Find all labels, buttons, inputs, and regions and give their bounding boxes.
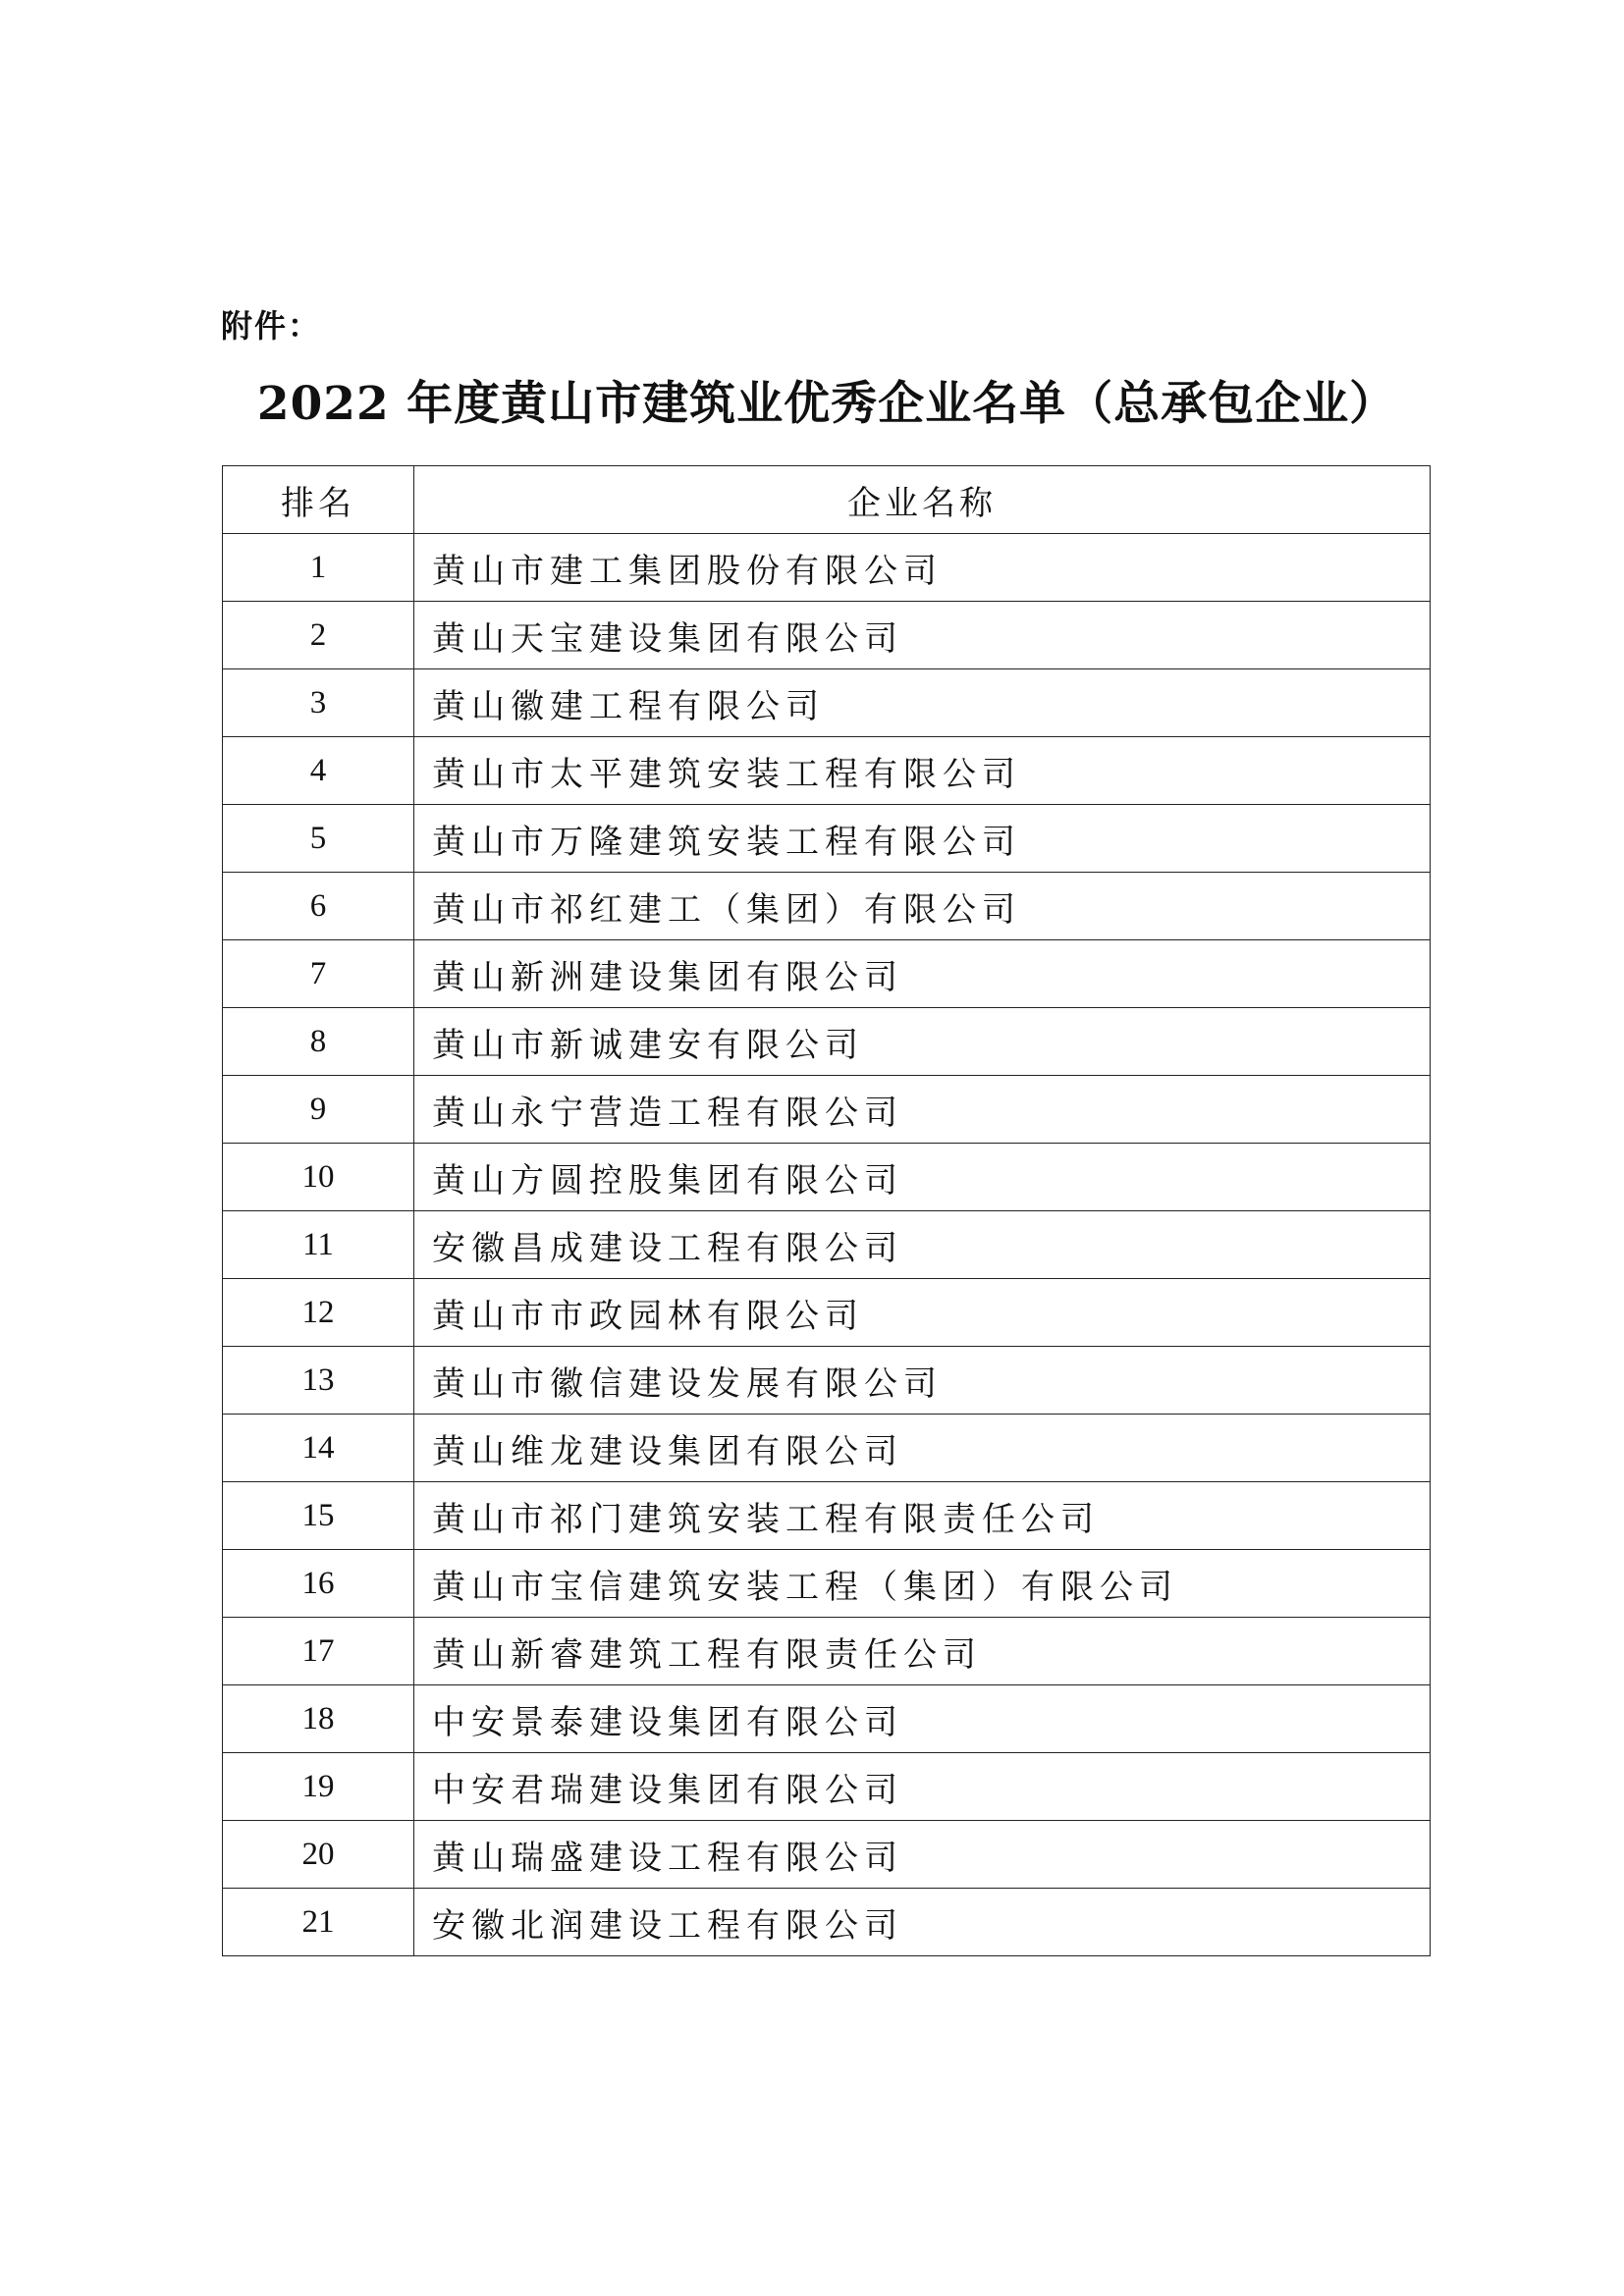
table-body bbox=[223, 534, 1431, 1956]
rank-column-header: 排名 bbox=[223, 466, 414, 534]
rank-cell: 5 bbox=[223, 805, 414, 873]
table-row bbox=[223, 669, 1431, 737]
rank-cell: 19 bbox=[223, 1753, 414, 1821]
company-name-cell: 黄山维龙建设集团有限公司 bbox=[414, 1415, 1431, 1482]
table-row bbox=[223, 1347, 1431, 1415]
company-name-cell: 黄山徽建工程有限公司 bbox=[414, 669, 1431, 737]
rank-cell: 9 bbox=[223, 1076, 414, 1144]
table-header-row bbox=[223, 466, 1431, 534]
company-name-cell: 安徽昌成建设工程有限公司 bbox=[414, 1211, 1431, 1279]
table-row bbox=[223, 534, 1431, 602]
rank-cell: 2 bbox=[223, 602, 414, 669]
company-name-cell: 黄山新睿建筑工程有限责任公司 bbox=[414, 1618, 1431, 1685]
table-row bbox=[223, 805, 1431, 873]
table-row bbox=[223, 1618, 1431, 1685]
table-row bbox=[223, 1144, 1431, 1211]
table-row bbox=[223, 940, 1431, 1008]
rank-cell: 8 bbox=[223, 1008, 414, 1076]
table-row bbox=[223, 602, 1431, 669]
company-name-cell: 黄山市徽信建设发展有限公司 bbox=[414, 1347, 1431, 1415]
rank-cell: 11 bbox=[223, 1211, 414, 1279]
rank-cell: 21 bbox=[223, 1889, 414, 1956]
table-row bbox=[223, 1753, 1431, 1821]
rank-cell: 1 bbox=[223, 534, 414, 602]
company-name-cell: 安徽北润建设工程有限公司 bbox=[414, 1889, 1431, 1956]
company-name-cell: 中安君瑞建设集团有限公司 bbox=[414, 1753, 1431, 1821]
company-name-cell: 黄山市建工集团股份有限公司 bbox=[414, 534, 1431, 602]
rank-cell: 7 bbox=[223, 940, 414, 1008]
table-row bbox=[223, 1482, 1431, 1550]
rank-cell: 18 bbox=[223, 1685, 414, 1753]
table-row bbox=[223, 1076, 1431, 1144]
company-name-column-header: 企业名称 bbox=[414, 466, 1431, 534]
table-row bbox=[223, 1415, 1431, 1482]
rank-cell: 17 bbox=[223, 1618, 414, 1685]
company-name-cell: 黄山市祁红建工（集团）有限公司 bbox=[414, 873, 1431, 940]
company-name-cell: 黄山市新诚建安有限公司 bbox=[414, 1008, 1431, 1076]
company-name-cell: 黄山永宁营造工程有限公司 bbox=[414, 1076, 1431, 1144]
company-name-cell: 中安景泰建设集团有限公司 bbox=[414, 1685, 1431, 1753]
company-name-cell: 黄山市宝信建筑安装工程（集团）有限公司 bbox=[414, 1550, 1431, 1618]
table-row bbox=[223, 737, 1431, 805]
rank-cell: 3 bbox=[223, 669, 414, 737]
table-row bbox=[223, 1279, 1431, 1347]
table-row bbox=[223, 873, 1431, 940]
attachment-label: 附件： bbox=[221, 307, 322, 345]
table-row bbox=[223, 1008, 1431, 1076]
company-ranking-table bbox=[222, 465, 1431, 1956]
rank-cell: 6 bbox=[223, 873, 414, 940]
company-name-cell: 黄山方圆控股集团有限公司 bbox=[414, 1144, 1431, 1211]
company-name-cell: 黄山新洲建设集团有限公司 bbox=[414, 940, 1431, 1008]
rank-cell: 12 bbox=[223, 1279, 414, 1347]
company-name-cell: 黄山市万隆建筑安装工程有限公司 bbox=[414, 805, 1431, 873]
rank-cell: 4 bbox=[223, 737, 414, 805]
table-row bbox=[223, 1211, 1431, 1279]
rank-cell: 15 bbox=[223, 1482, 414, 1550]
table-row bbox=[223, 1685, 1431, 1753]
table-row bbox=[223, 1550, 1431, 1618]
table-row bbox=[223, 1821, 1431, 1889]
rank-cell: 14 bbox=[223, 1415, 414, 1482]
rank-cell: 16 bbox=[223, 1550, 414, 1618]
document-title: 2022 年度黄山市建筑业优秀企业名单（总承包企业） bbox=[256, 377, 1397, 431]
company-name-cell: 黄山瑞盛建设工程有限公司 bbox=[414, 1821, 1431, 1889]
company-name-cell: 黄山市太平建筑安装工程有限公司 bbox=[414, 737, 1431, 805]
table-row bbox=[223, 1889, 1431, 1956]
company-name-cell: 黄山市祁门建筑安装工程有限责任公司 bbox=[414, 1482, 1431, 1550]
rank-cell: 13 bbox=[223, 1347, 414, 1415]
rank-cell: 20 bbox=[223, 1821, 414, 1889]
company-name-cell: 黄山市市政园林有限公司 bbox=[414, 1279, 1431, 1347]
rank-cell: 10 bbox=[223, 1144, 414, 1211]
company-name-cell: 黄山天宝建设集团有限公司 bbox=[414, 602, 1431, 669]
